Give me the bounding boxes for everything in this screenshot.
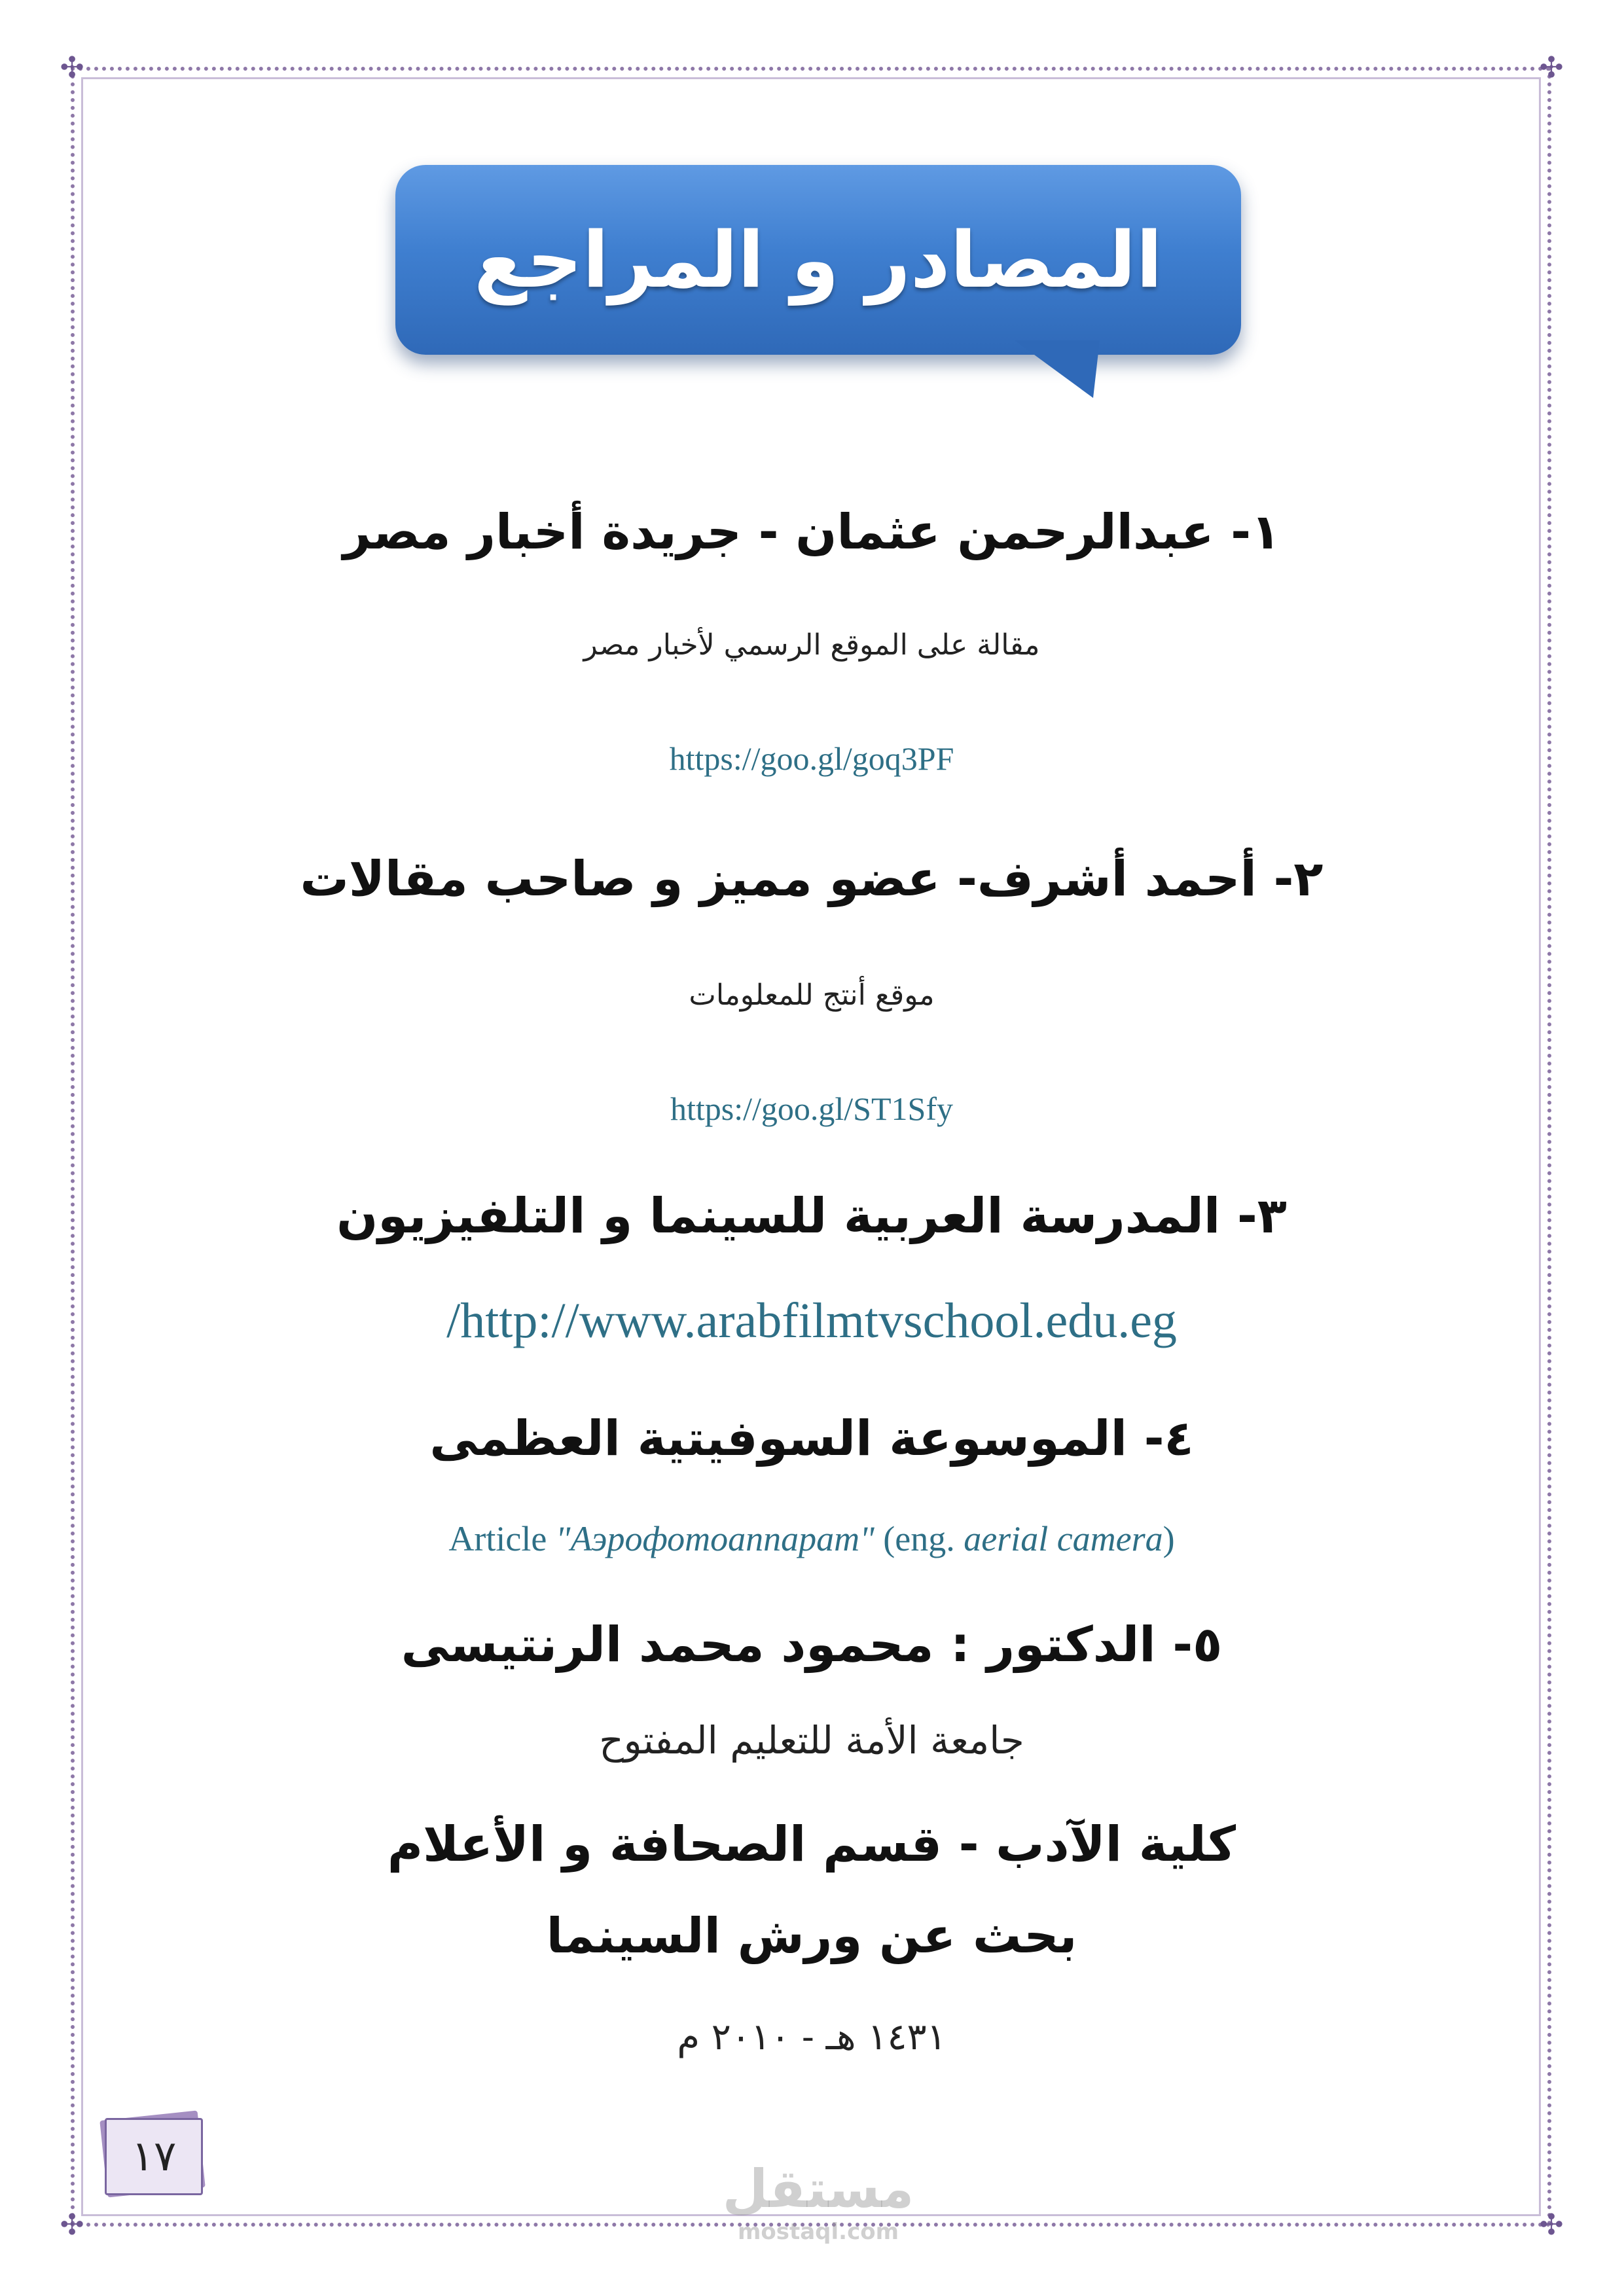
corner-ornament-icon: ✣ (60, 2208, 84, 2242)
corner-ornament-icon: ✣ (1539, 2208, 1564, 2242)
reference-3-heading: ٣- المدرسة العربية للسينما و التلفيزيون (336, 1188, 1287, 1244)
page-border-inner (81, 77, 1541, 2216)
article-eng-term: aerial camera (964, 1519, 1163, 1558)
reference-5-university: جامعة الأمة للتعليم المفتوح (599, 1718, 1024, 1763)
reference-1-link[interactable]: https://goo.gl/goq3PF (669, 740, 954, 777)
page-title: المصادر و المراجع (474, 215, 1163, 305)
article-title: "Аэрофотоаппарат" (555, 1519, 875, 1558)
article-eng-close: ) (1163, 1519, 1175, 1558)
reference-5-heading: ٥- الدكتور : محمود محمد الرنتيسى (401, 1617, 1223, 1673)
watermark (707, 2160, 929, 2245)
watermark-latin: mostaql.com (737, 2219, 899, 2245)
reference-2-description: موقع أنتج للمعلومات (689, 978, 935, 1012)
corner-ornament-icon: ✣ (60, 51, 84, 84)
article-prefix: Article (448, 1519, 547, 1558)
reference-4-article (131, 1518, 1492, 1559)
reference-1-heading: ١- عبدالرحمن عثمان - جريدة أخبار مصر (342, 504, 1281, 560)
page-number: ١٧ (105, 2118, 203, 2195)
reference-5-faculty: كلية الآدب - قسم الصحافة و الأعلام (387, 1816, 1236, 1873)
article-eng-open: (eng. (883, 1519, 955, 1558)
reference-1-description: مقالة على الموقع الرسمي لأخبار مصر (583, 628, 1040, 662)
reference-5-research: بحث عن ورش السينما (546, 1908, 1077, 1964)
reference-2-link[interactable]: https://goo.gl/ST1Sfy (670, 1090, 953, 1127)
corner-ornament-icon: ✣ (1539, 51, 1564, 84)
reference-4-heading: ٤- الموسوعة السوفيتية العظمى (429, 1410, 1194, 1467)
watermark-arabic: مستقل (722, 2159, 914, 2219)
reference-3-link[interactable]: /http://www.arabfilmtvschool.edu.eg (446, 1293, 1177, 1348)
reference-5-date: ١٤٣١ هـ - ٢٠١٠ م (677, 2016, 947, 2058)
reference-2-heading: ٢- أحمد أشرف- عضو مميز و صاحب مقالات (300, 851, 1324, 907)
page-number-badge (98, 2110, 211, 2202)
